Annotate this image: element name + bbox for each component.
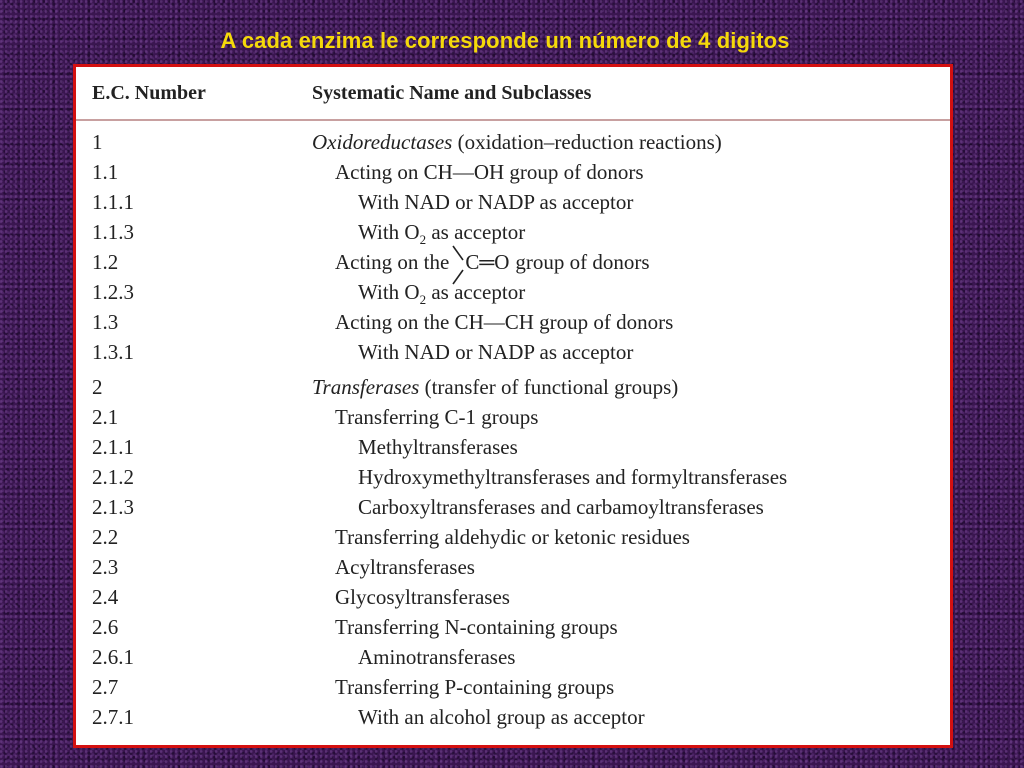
systematic-name: Methyltransferases: [358, 435, 518, 459]
ec-number: 2: [92, 375, 103, 399]
ec-number: 2.7: [92, 675, 119, 699]
ec-number: 2.3: [92, 555, 119, 579]
systematic-name: Transferring aldehydic or ketonic residues: [335, 525, 690, 549]
systematic-name: With $O_2$ as acceptor: [358, 220, 526, 247]
ec-number: 2.6: [92, 615, 119, 639]
table-row: [76, 465, 950, 495]
systematic-name: With NAD or NADP as acceptor: [358, 340, 634, 364]
systematic-name: Transferring P-containing groups: [335, 675, 615, 699]
systematic-name: Transferring C-1 groups: [335, 405, 539, 429]
ec-number: 1.3: [92, 310, 119, 334]
table-row: [76, 405, 950, 435]
table-row: [76, 675, 950, 705]
systematic-name: Transferases (transfer of functional groups): [312, 375, 679, 399]
systematic-name: Carboxyltransferases and carbamoyltransferases: [358, 495, 764, 519]
systematic-name: Glycosyltransferases: [335, 585, 510, 609]
table-row: [76, 310, 950, 340]
table-row: [76, 220, 950, 250]
carbonyl-group: C═O: [451, 250, 509, 275]
systematic-name: With NAD or NADP as acceptor: [358, 190, 634, 214]
ec-number: 2.7.1: [92, 705, 134, 729]
ec-number: 1.1.3: [92, 220, 134, 244]
systematic-name: Acting on the CH—CH group of donors: [335, 310, 674, 334]
table-row: [76, 705, 950, 735]
ec-number: 1.1: [92, 160, 119, 184]
systematic-name: With an alcohol group as acceptor: [358, 705, 645, 729]
table-row: [76, 645, 950, 675]
ec-number: 2.1.1: [92, 435, 134, 459]
table-row: [76, 435, 950, 465]
ec-number: 2.1.3: [92, 495, 134, 519]
ec-number: 2.6.1: [92, 645, 134, 669]
ec-number: 2.4: [92, 585, 119, 609]
table-row: [76, 525, 950, 555]
ec-number: 1.1.1: [92, 190, 134, 214]
systematic-name: Aminotransferases: [358, 645, 516, 669]
systematic-name: Acyltransferases: [335, 555, 475, 579]
systematic-name: With $O_2$ as acceptor: [358, 280, 526, 307]
table-row: [76, 190, 950, 220]
table-row: [76, 280, 950, 310]
ec-table: [73, 64, 953, 748]
table-row: [76, 495, 950, 525]
table-row: [76, 555, 950, 585]
ec-number: 2.2: [92, 525, 119, 549]
ec-number: 1: [92, 130, 103, 154]
ec-number: 1.3.1: [92, 340, 134, 364]
table-row: [76, 160, 950, 190]
systematic-name: Acting on CH—OH group of donors: [335, 160, 644, 184]
ec-number: 2.1: [92, 405, 119, 429]
table-row: [76, 375, 950, 405]
header-divider: [76, 119, 950, 121]
class-name: Transferases: [312, 375, 420, 399]
systematic-name: Oxidoreductases (oxidation–reduction reactions): [312, 130, 722, 154]
table-row: [76, 585, 950, 615]
header-ec-number: E.C. Number: [92, 82, 206, 104]
systematic-name: Acting on the C═O group of donors: [335, 250, 650, 275]
table-row: [76, 250, 950, 280]
header-systematic-name: Systematic Name and Subclasses: [312, 82, 592, 104]
table-row: [76, 130, 950, 160]
class-name: Oxidoreductases: [312, 130, 453, 154]
table-row: [76, 340, 950, 370]
slide-title: A cada enzima le corresponde un número de 4 digitos: [220, 28, 790, 53]
systematic-name: Hydroxymethyltransferases and formyltransferases: [358, 465, 788, 489]
systematic-name: Transferring N-containing groups: [335, 615, 618, 639]
ec-number: 1.2: [92, 250, 119, 274]
table-row: [76, 615, 950, 645]
ec-number: 1.2.3: [92, 280, 134, 304]
ec-number: 2.1.2: [92, 465, 134, 489]
